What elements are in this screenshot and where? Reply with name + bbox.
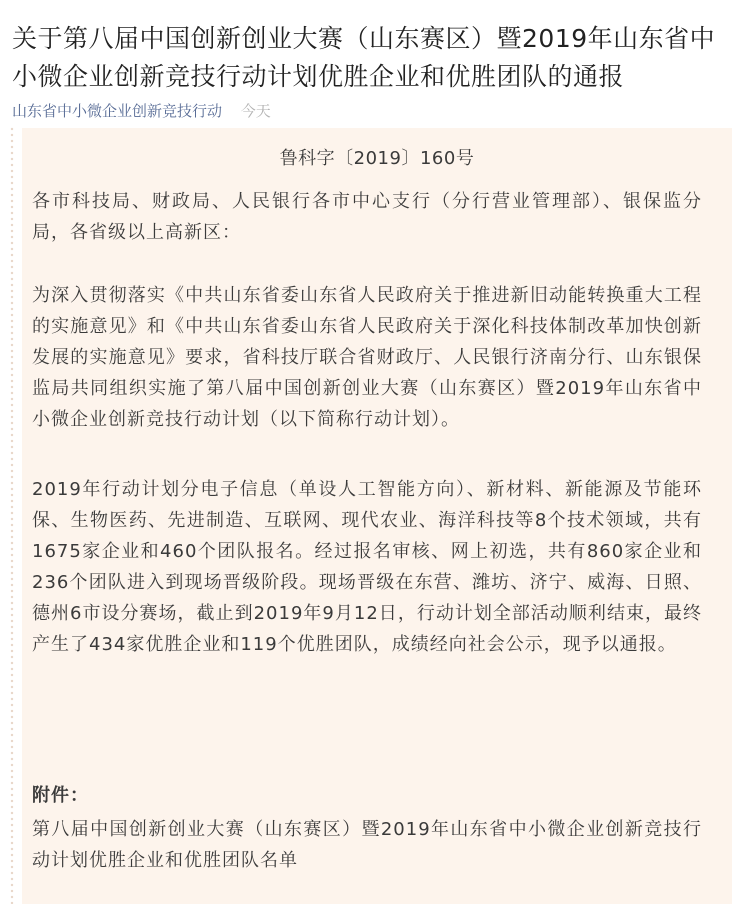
addressee-paragraph: 各市科技局、财政局、人民银行各市中心支行（分行营业管理部）、银保监分局，各省级以上高新区：: [32, 191, 702, 243]
attachment-label: 附件：: [32, 785, 89, 806]
attachment-text: 第八届中国创新创业大赛（山东赛区）暨2019年山东省中小微企业创新竞技行动计划优胜企业和优胜团队名单: [32, 819, 702, 871]
dotted-border-decoration: [10, 126, 14, 904]
body-paragraph-2: 2019年行动计划分电子信息（单设人工智能方向）、新材料、新能源及节能环保、生物医药、先进制造、互联网、现代农业、海洋科技等8个技术领域，共有1675家企业和460个团队报名。经过报名审核、网上初选，共有860家企业和236个团队进入到现场晋级阶段。现场晋级在东营、潍坊、济宁、威海、日照、德州6市设分赛场，截止到2019年9月12日，行动计划全部活动顺利结束，最终产生了434家优胜企业和119个优胜团队，成绩经向社会公示，现予以通报。: [32, 479, 702, 655]
body-paragraph-1: 为深入贯彻落实《中共山东省委山东省人民政府关于推进新旧动能转换重大工程的实施意见》和《中共山东省委山东省人民政府关于深化科技体制改革加快创新发展的实施意见》要求，省科技厅联合省财政厅、人民银行济南分行、山东银保监局共同组织实施了第八届中国创新创业大赛（山东赛区）暨2019年山东省中小微企业创新竞技行动计划（以下简称行动计划）。: [32, 285, 702, 430]
article-body: [22, 128, 732, 904]
article-title: 关于第八届中国创新创业大赛（山东赛区）暨2019年山东省中小微企业创新竞技行动计划优胜企业和优胜团队的通报: [12, 24, 716, 91]
document-number: 鲁科字〔2019〕160号: [279, 148, 475, 169]
account-name-link[interactable]: 山东省中小微企业创新竞技行动: [12, 102, 223, 120]
publish-time: 今天: [240, 102, 271, 120]
article-meta: [12, 100, 271, 122]
